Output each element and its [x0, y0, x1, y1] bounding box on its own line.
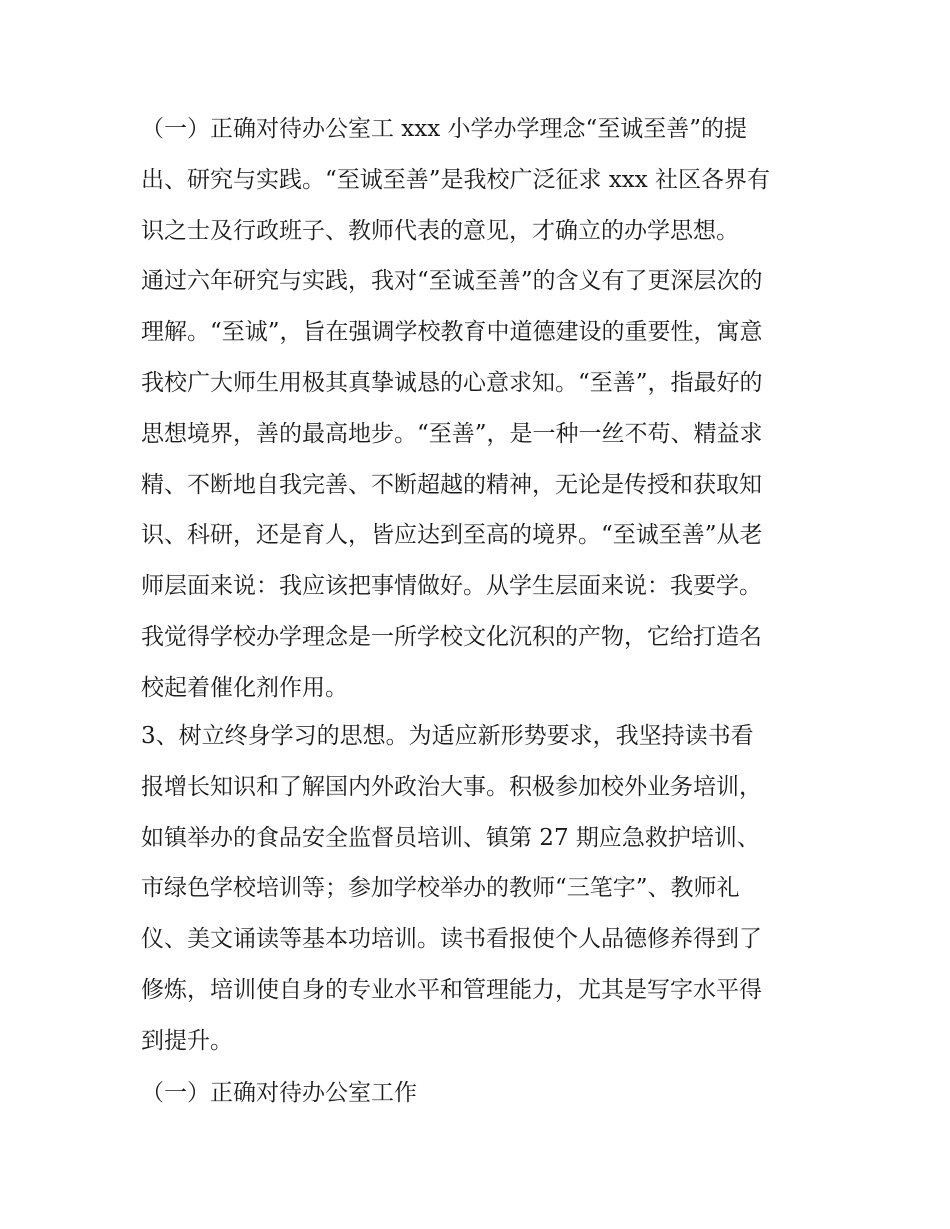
paragraph-lifelong-learning	[141, 711, 821, 1067]
text-line: 仪、美文诵读等基本功培训。读书看报使个人品德修养得到了	[141, 926, 762, 953]
text-line: 思想境界，善的最高地步。“至善”，是一种一丝不苟、精益求	[141, 420, 763, 447]
text-line: 识、科研，还是育人，皆应达到至高的境界。“至诚至善”从老	[141, 522, 763, 549]
text-line: 3、树立终身学习的思想。为适应新形势要求，我坚持读书看	[141, 723, 754, 749]
text-line: （一）正确对待办公室工 xxx 小学办学理念“至诚至善”的提	[141, 116, 748, 142]
text-line: 通过六年研究与实践，我对“至诚至善”的含义有了更深层次的	[141, 268, 763, 295]
text-line: 出、研究与实践。“至诚至善”是我校广泛征求 xxx 社区各界有	[141, 166, 771, 193]
text-line: 精、不断地自我完善、不断超越的精神，无论是传授和获取知	[141, 471, 762, 498]
text-line: 报增长知识和了解国内外政治大事。积极参加校外业务培训，	[141, 773, 762, 800]
section-heading-office-work	[141, 1068, 821, 1119]
text-line: 识之士及行政班子、教师代表的意见，才确立的办学思想。	[141, 217, 739, 244]
text-line: 师层面来说：我应该把事情做好。从学生层面来说：我要学。	[141, 573, 762, 600]
text-line: （一）正确对待办公室工作	[141, 1080, 417, 1106]
text-line: 到提升。	[141, 1027, 233, 1054]
text-line: 我校广大师生用极其真挚诚恳的心意求知。“至善”，指最好的	[141, 369, 763, 396]
text-line: 理解。“至诚”，旨在强调学校教育中道德建设的重要性，寓意	[141, 319, 763, 346]
text-line: 校起着催化剂作用。	[141, 674, 348, 701]
text-line: 我觉得学校办学理念是一所学校文化沉积的产物，它给打造名	[141, 623, 762, 650]
text-line: 市绿色学校培训等；参加学校举办的教师“三笔字”、教师礼	[141, 875, 740, 902]
paragraph-school-philosophy	[141, 104, 821, 714]
text-line: 修炼，培训使自身的专业水平和管理能力，尤其是写字水平得	[141, 976, 762, 1003]
text-line: 如镇举办的食品安全监督员培训、镇第 27 期应急救护培训、	[141, 824, 760, 851]
